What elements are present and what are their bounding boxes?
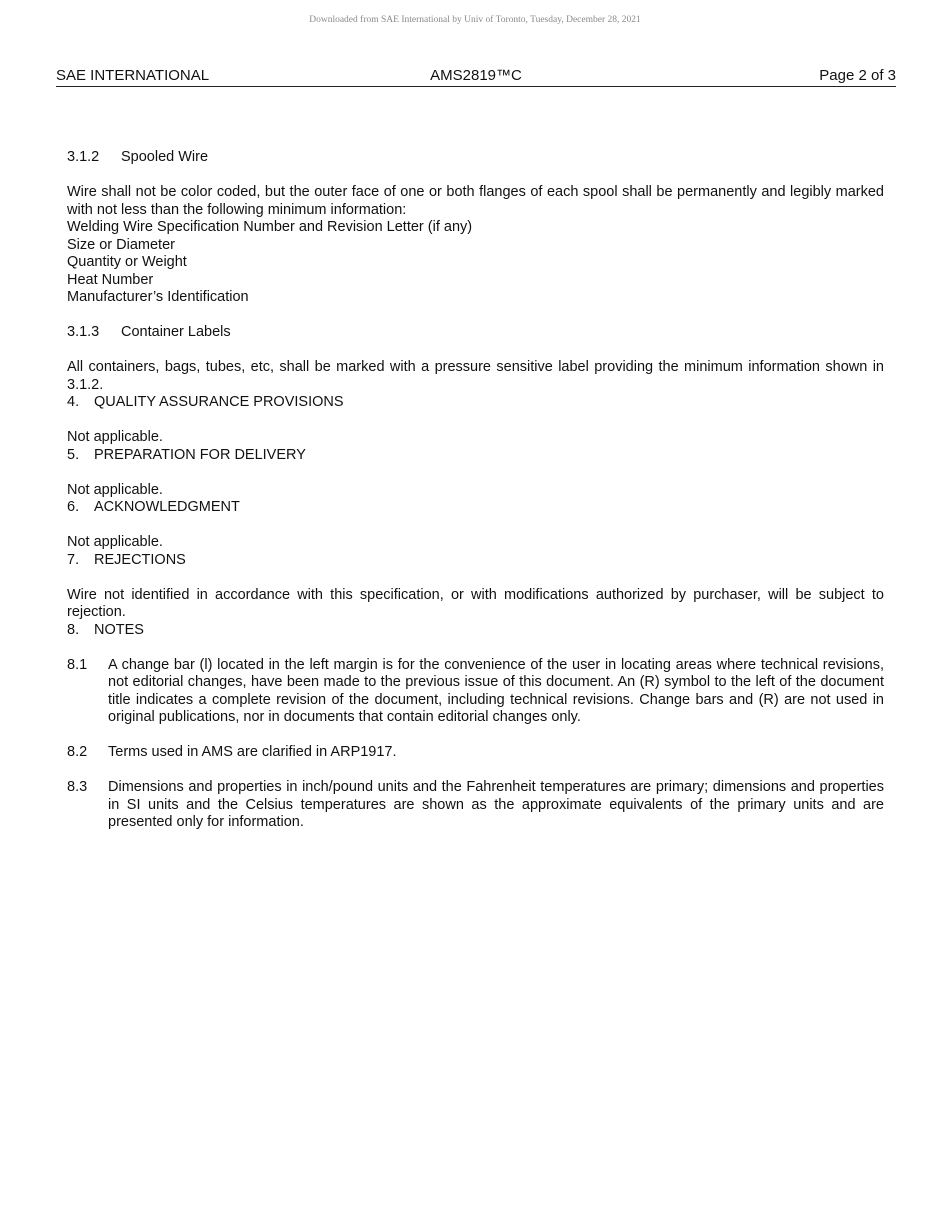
list-item: Quantity or Weight (67, 254, 187, 270)
section-heading-6 (67, 499, 884, 517)
section-number: 8. (67, 621, 80, 638)
section-paragraph: All containers, bags, tubes, etc, shall be marked with a pressure sensitive label providing the minimum information shown in 3.1.2. (67, 359, 884, 393)
download-watermark: Downloaded from SAE International by Univ of Toronto, Tuesday, December 28, 2021 (309, 15, 641, 25)
note-text: Dimensions and properties in inch/pound units and the Fahrenheit temperatures are primary; dimensions and properties in SI units and the Celsius temperatures are shown as the approximate equivalents of the primary units and are presented only for information. (108, 779, 884, 830)
list-item: Heat Number (67, 271, 154, 288)
header-document-id: AMS2819™C (430, 67, 522, 84)
list-item: Size or Diameter (67, 236, 175, 253)
section-paragraph: Not applicable. (67, 534, 163, 550)
section-title: QUALITY ASSURANCE PROVISIONS (94, 394, 344, 410)
note-item (67, 779, 884, 832)
running-header (56, 66, 896, 87)
section-heading-3-1-3 (67, 324, 884, 342)
section-heading-7 (67, 552, 884, 570)
note-item (67, 744, 884, 762)
note-number: 8.2 (67, 744, 88, 760)
section-title: Container Labels (121, 324, 231, 340)
section-number: 7. (67, 551, 80, 568)
list-item: Manufacturer’s Identification (67, 289, 249, 305)
note-number: 8.3 (67, 779, 88, 795)
section-title: REJECTIONS (94, 551, 186, 568)
section-heading-3-1-2 (67, 149, 884, 167)
section-title: ACKNOWLEDGMENT (94, 499, 240, 515)
section-title: NOTES (94, 621, 144, 638)
section-heading-4 (67, 394, 884, 412)
list-item: Welding Wire Specification Number and Revision Letter (if any) (67, 219, 473, 235)
note-item (67, 657, 884, 727)
header-organization: SAE INTERNATIONAL (56, 67, 210, 84)
section-paragraph: Wire not identified in accordance with this specification, or with modifications authorized by purchaser, will be subject to rejection. (67, 586, 884, 620)
section-title: Spooled Wire (121, 149, 209, 165)
note-text: Terms used in AMS are clarified in ARP1917. (108, 744, 397, 760)
section-number: 3.1.3 (67, 324, 100, 340)
document-body (67, 149, 884, 849)
section-number: 4. (67, 394, 80, 410)
section-heading-5 (67, 447, 884, 465)
section-number: 3.1.2 (67, 149, 100, 165)
marking-info-list (67, 219, 884, 307)
section-number: 5. (67, 446, 80, 463)
section-paragraph: Wire shall not be color coded, but the outer face of one or both flanges of each spool shall be permanently and legibly marked with not less than the following minimum information: (67, 184, 884, 218)
section-number: 6. (67, 499, 80, 515)
section-heading-8 (67, 622, 884, 640)
header-page-label: Page 2 of 3 (819, 67, 896, 84)
section-paragraph: Not applicable. (67, 429, 163, 445)
note-number: 8.1 (67, 656, 88, 673)
note-text: A change bar (l) located in the left margin is for the convenience of the user in locating areas where technical revisions, not editorial changes, have been made to the previous issue of this document. An (R) symbol to the left of the document title indicates a complete revision of the document, including technical revisions. Change bars and (R) are not used in original publications, nor in documents that contain editorial changes only. (108, 656, 884, 725)
section-paragraph: Not applicable. (67, 481, 163, 498)
section-title: PREPARATION FOR DELIVERY (94, 446, 306, 463)
